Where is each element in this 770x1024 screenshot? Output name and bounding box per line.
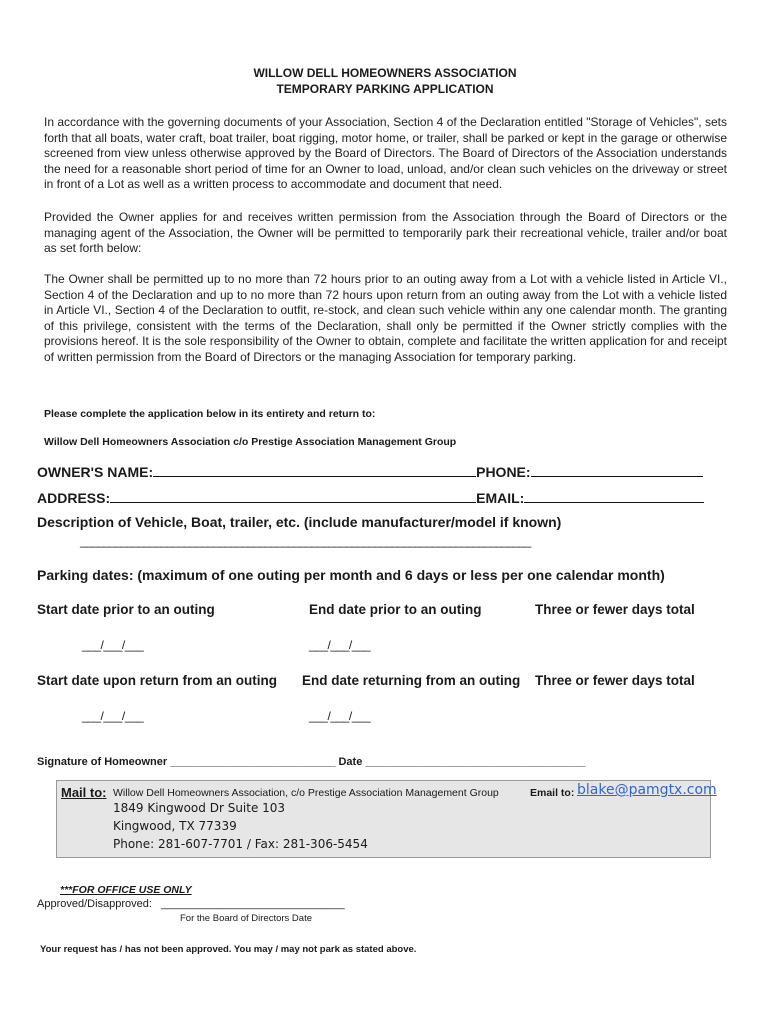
parking-dates-label: Parking dates: (maximum of one outing per month and 6 days or less per one calendar month) (37, 567, 665, 583)
address-label: ADDRESS: (37, 490, 111, 506)
mail-city: Kingwood, TX 77339 (113, 819, 237, 833)
mail-to-box (56, 780, 717, 858)
mail-phone-fax: Phone: 281-607-7701 / Fax: 281-306-5454 (113, 837, 368, 851)
phone-field[interactable] (531, 464, 703, 477)
address-field[interactable] (110, 490, 476, 503)
email-link[interactable]: blake@pamgtx.com (577, 782, 717, 798)
end-prior-label: End date prior to an outing (309, 602, 482, 617)
description-label: Description of Vehicle, Boat, trailer, etc. (include manufacturer/model if known) (37, 514, 562, 530)
approved-field[interactable]: ______________________________ (161, 898, 345, 910)
signature-line[interactable]: Signature of Homeowner ___________________________ Date ____________________________________ (37, 756, 586, 768)
three-days-label-2: Three or fewer days total (535, 673, 695, 688)
rules-paragraph: The Owner shall be permitted up to no more than 72 hours prior to an outing away from a Lot with a vehicle listed in Article VI., Section 4 of the Declaration and up to no more than 72 hours upon return from an outing away from the Lot with a vehicle listed in Article VI., Section 4 of the Declaration to outfit, re-stock, and clean such vehicle within any one calendar month. The granting of this privilege, consistent with the terms of the Declaration, shall only be permitted if the Owner strictly complies with the provisions hereof. It is the sole responsibility of the Owner to obtain, complete and facilitate the written application for and receipt of written permission from the Board of Directors or the managing Association for temporary parking. (44, 272, 727, 364)
approved-row (37, 898, 345, 910)
owner-name-field[interactable] (153, 464, 476, 477)
approval-footer: Your request has / has not been approved. You may / may not park as stated above. (40, 944, 417, 955)
association-title: WILLOW DELL HOMEOWNERS ASSOCIATION (253, 66, 517, 80)
board-signature-caption: For the Board of Directors Date (180, 913, 312, 924)
start-prior-label: Start date prior to an outing (37, 602, 215, 617)
email-field[interactable] (524, 490, 704, 503)
permission-paragraph: Provided the Owner applies for and receives written permission from the Association through the Board of Directors or the managing agent of the Association, the Owner will be permitted to temporarily park their recreational vehicle, trailer and/or boat as set forth below: (44, 210, 727, 256)
description-field[interactable]: ______________________________________________________________________________ (80, 534, 531, 548)
start-prior-date-field[interactable]: ___/___/___ (82, 638, 144, 652)
approved-label: Approved/Disapproved: (37, 898, 152, 910)
mail-organization: Willow Dell Homeowners Association, c/o Prestige Association Management Group (113, 787, 499, 799)
owner-name-row (37, 464, 703, 480)
email-field-label: EMAIL: (476, 490, 525, 506)
office-use-heading: ***FOR OFFICE USE ONLY (60, 884, 192, 896)
end-return-date-field[interactable]: ___/___/___ (309, 709, 371, 723)
form-title: TEMPORARY PARKING APPLICATION (276, 82, 494, 96)
return-to-text: Willow Dell Homeowners Association c/o Prestige Association Management Group (44, 436, 457, 448)
phone-label: PHONE: (476, 464, 531, 480)
instructions-text: Please complete the application below in its entirety and return to: (44, 408, 376, 420)
start-return-label: Start date upon return from an outing (37, 673, 277, 688)
owner-name-label: OWNER'S NAME: (37, 464, 154, 480)
intro-paragraph: In accordance with the governing documents of your Association, Section 4 of the Declaration entitled "Storage of Vehicles", sets forth that all boats, water craft, boat trailer, boat rigging, motor home, or trailer, shall be parked or kept in the garage or otherwise screened from view unless otherwise approved by the Board of Directors. The Board of Directors of the Association understands the need for a reasonable short period of time for an Owner to load, unload, and/or clean such vehicles on the driveway or street in front of a Lot as well as a written process to accommodate and document that need. (44, 115, 727, 192)
email-to-label: Email to: (530, 787, 575, 799)
start-return-date-field[interactable]: ___/___/___ (82, 709, 144, 723)
three-days-label-1: Three or fewer days total (535, 602, 695, 617)
end-prior-date-field[interactable]: ___/___/___ (309, 638, 371, 652)
mail-street: 1849 Kingwood Dr Suite 103 (113, 801, 286, 815)
address-row (37, 490, 704, 506)
mail-to-label: Mail to: (61, 785, 107, 800)
end-return-label: End date returning from an outing (302, 673, 521, 688)
